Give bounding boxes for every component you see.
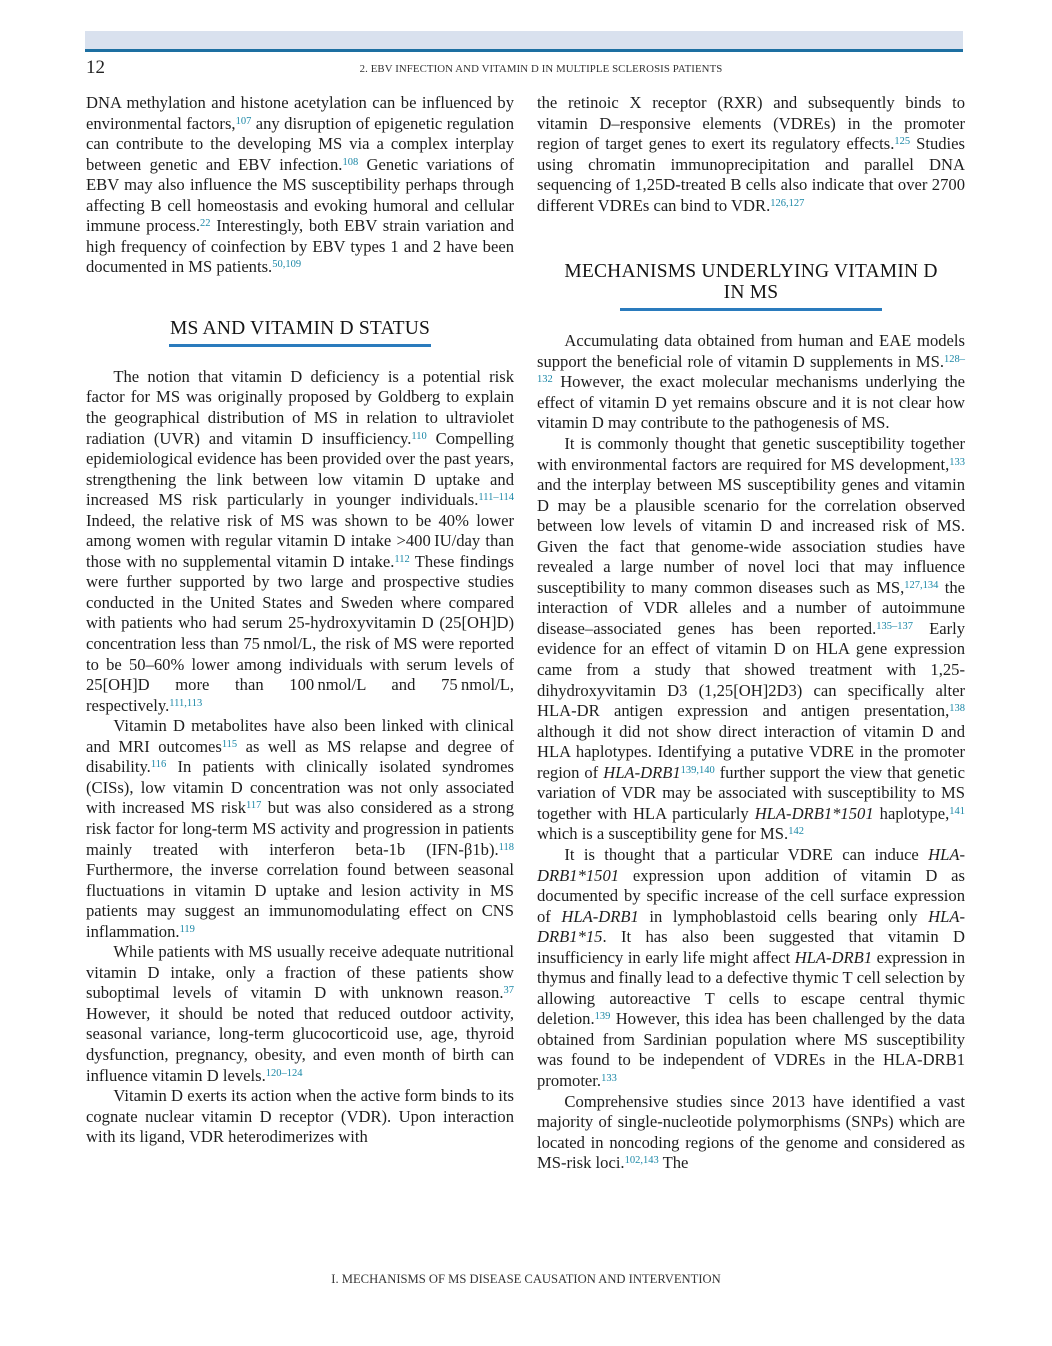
- heading-line: MECHANISMS UNDERLYING VITAMIN D: [564, 261, 938, 283]
- gene-name: HLA-DRB1: [794, 947, 873, 967]
- text: which is a susceptibility gene for MS.: [537, 824, 789, 844]
- text: Comprehensive studies since 2013 have identified a vast majority of single-nucleotide polymorphisms (SNPs) which are located in noncoding regions of the genome and considered as MS-risk loci.: [537, 1091, 965, 1173]
- spacer: [537, 311, 965, 331]
- text: The: [658, 1153, 689, 1173]
- text: Interestingly, both EBV strain variation and high frequency of coinfection by EBV types 1 and 2 have been documented in MS patients.: [86, 216, 514, 277]
- text: The notion that vitamin D deficiency is a potential risk factor for MS was originally proposed by Goldberg to explain the geographical distribution of MS in relation to ultraviolet radiation (UVR) and vitamin D insufficiency.: [86, 366, 514, 448]
- citation-link[interactable]: 120–124: [265, 1067, 303, 1079]
- citation-link[interactable]: 111–114: [478, 492, 514, 504]
- citation-link[interactable]: 50,109: [272, 259, 302, 271]
- text: the retinoic X receptor (RXR) and subsequently binds to vitamin D–responsive elements (VDREs) in the promoter region of target genes to exert its regulatory effects.: [537, 93, 965, 154]
- text: Furthermore, the inverse correlation found between seasonal fluctuations in vitamin D uptake and lesion activity in MS patients may suggest an immunomodulating effect on CNS inflammation.: [86, 860, 514, 941]
- citation-link[interactable]: 142: [788, 826, 804, 838]
- citation-link[interactable]: 138: [949, 703, 965, 715]
- citation-link[interactable]: 115: [221, 738, 238, 750]
- text: Accumulating data obtained from human and EAE models support the beneficial role of vitamin D supplements in MS.: [537, 331, 965, 371]
- citation-link[interactable]: 110: [411, 430, 427, 442]
- paragraph: [86, 716, 514, 942]
- paragraph: [86, 93, 514, 278]
- text: While patients with MS usually receive adequate nutritional vitamin D intake, only a fraction of these patients show suboptimal levels of vitamin D with unknown reason.: [86, 942, 514, 1003]
- text: Compelling epidemiological evidence has been provided over the past years, strengthening the link between low vitamin D uptake and increased MS risk particularly in younger individuals.: [86, 428, 514, 510]
- text: but was also considered as a strong risk factor for long-term MS activity and progression in patients mainly treated with interferon beta-1b (IFN-β1b).: [86, 798, 515, 859]
- citation-link[interactable]: 139: [594, 1011, 611, 1023]
- section-heading-ms-vitamin-d-status: MS AND VITAMIN D STATUS: [169, 317, 431, 339]
- gene-name: HLA-DRB1*15: [537, 906, 965, 947]
- text: the interaction of VDR alleles and a number of autoimmune disease–associated genes has been reported.: [537, 577, 966, 638]
- text: further support the view that genetic variation of VDR may be associated with susceptibility to MS together with HLA particularly: [537, 762, 966, 823]
- citation-link[interactable]: 111,113: [169, 697, 203, 709]
- gene-name: HLA-DRB1: [603, 762, 681, 782]
- paragraph: [537, 845, 965, 1092]
- spacer: [537, 216, 965, 261]
- citation-link[interactable]: 126,127: [770, 197, 805, 209]
- gene-name: HLA-DRB1*1501: [537, 844, 965, 885]
- gene-name: HLA-DRB1: [561, 906, 639, 926]
- text: It is commonly thought that genetic susceptibility together with environmental factors are required for MS development,: [537, 434, 965, 474]
- citation-link[interactable]: 37: [503, 985, 514, 997]
- text: Indeed, the relative risk of MS was shown to be 40% lower among women with regular vitamin D intake >400 IU/day than those with no supplemental vitamin D intake.: [86, 510, 514, 571]
- paragraph: [537, 93, 965, 216]
- paragraph: [537, 434, 965, 845]
- text: although it did not show direct interaction of vitamin D and HLA haplotypes. Identifying a putative VDRE in the promoter region of: [537, 721, 965, 782]
- paragraph: [537, 331, 965, 434]
- heading-line: IN MS: [723, 282, 779, 304]
- citation-link[interactable]: 102,143: [624, 1155, 659, 1167]
- spacer: [86, 278, 514, 318]
- citation-link[interactable]: 112: [394, 553, 410, 565]
- text: and the interplay between MS susceptibility genes and vitamin D may be a plausible scenario for the correlation observed between low levels of vitamin D and increased risk of MS. Given the fact that genome-wide association studies have revealed a large number of novel loci that may influence susceptibility to many common diseases such as MS,: [537, 475, 965, 597]
- citation-link[interactable]: 119: [179, 923, 195, 935]
- citation-link[interactable]: 127,134: [904, 579, 939, 591]
- citation-link[interactable]: 125: [894, 136, 911, 148]
- text: Studies using chromatin immunoprecipitation and parallel DNA sequencing of 1,25D-treated B cells also indicate that over 2700 different VDREs can bind to VDR.: [537, 134, 965, 215]
- text: In patients with clinically isolated syndromes (CISs), low vitamin D concentration was not only associated with increased MS risk: [86, 757, 514, 818]
- text: However, this idea has been challenged by the data obtained from Sardinian population where MS susceptibility was found to be independent of VDREs in the HLA-DRB1 promoter.: [537, 1009, 965, 1090]
- text: Vitamin D exerts its action when the active form binds to its cognate nuclear vitamin D receptor (VDR). Upon interaction with its ligand, VDR heterodimerizes with: [86, 1086, 514, 1147]
- paragraph: [86, 1086, 514, 1148]
- paragraph: [537, 1092, 965, 1174]
- text: Genetic variations of EBV may also influence the MS susceptibility perhaps through affecting B cell homeostasis and evoking humoral and cellular immune process.: [86, 154, 514, 236]
- header-rule: [85, 49, 963, 52]
- text: Vitamin D metabolites have also been linked with clinical and MRI outcomes: [86, 716, 514, 756]
- citation-link[interactable]: 108: [342, 156, 359, 168]
- text: expression upon addition of vitamin D as documented by specific increase of the cell surface expression of: [537, 865, 965, 926]
- gene-name: HLA-DRB1*1501: [754, 803, 874, 823]
- page-number: 12: [86, 57, 105, 78]
- left-column: [86, 93, 514, 1148]
- citation-link[interactable]: 133: [601, 1072, 617, 1084]
- text: haplotype,: [873, 803, 950, 823]
- paragraph: [86, 942, 514, 1086]
- text: any disruption of epigenetic regulation can contribute to the developing MS via a complex interplay between genetic and EBV infection.: [86, 113, 514, 174]
- running-head: 2. EBV INFECTION AND VITAMIN D IN MULTIPLE SCLEROSIS PATIENTS: [359, 63, 723, 75]
- citation-link[interactable]: 118: [498, 841, 514, 853]
- citation-link[interactable]: 139,140: [680, 764, 715, 776]
- header-band: [85, 31, 963, 50]
- citation-link[interactable]: 135–137: [876, 620, 914, 632]
- section-heading-mechanisms: [537, 261, 965, 303]
- text: Early evidence for an effect of vitamin D on HLA gene expression came from a study that showed treatment with 1,25-dihydroxyvitamin D3 (1,25[OH]2D3) can specifically alter HLA-DR antigen expression and antigen presentation,: [537, 618, 965, 721]
- citation-link[interactable]: 133: [949, 456, 965, 468]
- citation-link[interactable]: 22: [200, 218, 211, 230]
- running-footer: I. MECHANISMS OF MS DISEASE CAUSATION AND INTERVENTION: [331, 1272, 721, 1286]
- text: However, it should be noted that reduced outdoor activity, seasonal variance, long-term glucocorticoid use, age, thyroid dysfunction, pregnancy, obesity, and even month of birth can influence vitamin D levels.: [86, 1003, 514, 1085]
- text: as well as MS relapse and degree of disability.: [86, 736, 514, 777]
- citation-link[interactable]: 107: [235, 115, 252, 127]
- text: expression in thymus and finally lead to a defective thymic T cell selection by allowing autoreactive T cells to escape central thymic deletion.: [537, 947, 965, 1029]
- text: in lymphoblastoid cells bearing only: [638, 906, 929, 926]
- text: It is thought that a particular VDRE can induce: [564, 844, 929, 864]
- paragraph: [86, 367, 514, 716]
- text: . It has also been suggested that vitamin D insufficiency in early life might affect: [537, 927, 965, 967]
- text: DNA methylation and histone acetylation can be influenced by environmental factors,: [86, 93, 514, 133]
- text: However, the exact molecular mechanisms underlying the effect of vitamin D yet remains obscure and it is not clear how vitamin D may contribute to the pathogenesis of MS.: [537, 372, 965, 433]
- citation-link[interactable]: 141: [949, 805, 965, 817]
- right-column: [537, 93, 965, 1174]
- citation-link[interactable]: 116: [150, 759, 167, 771]
- citation-link[interactable]: 128–132: [537, 353, 965, 386]
- spacer: [86, 347, 514, 367]
- citation-link[interactable]: 117: [246, 800, 262, 812]
- text: These findings were further supported by two large and prospective studies conducted in the United States and Sweden where compared with patients who had serum 25-hydroxyvitamin D (25[OH]D) concentration less than 75 nmol/L, the risk of MS were reported to be 50–60% lower among individuals with serum levels of 25[OH]D more than 100 nmol/L and 75 nmol/L, respectively.: [86, 551, 514, 715]
